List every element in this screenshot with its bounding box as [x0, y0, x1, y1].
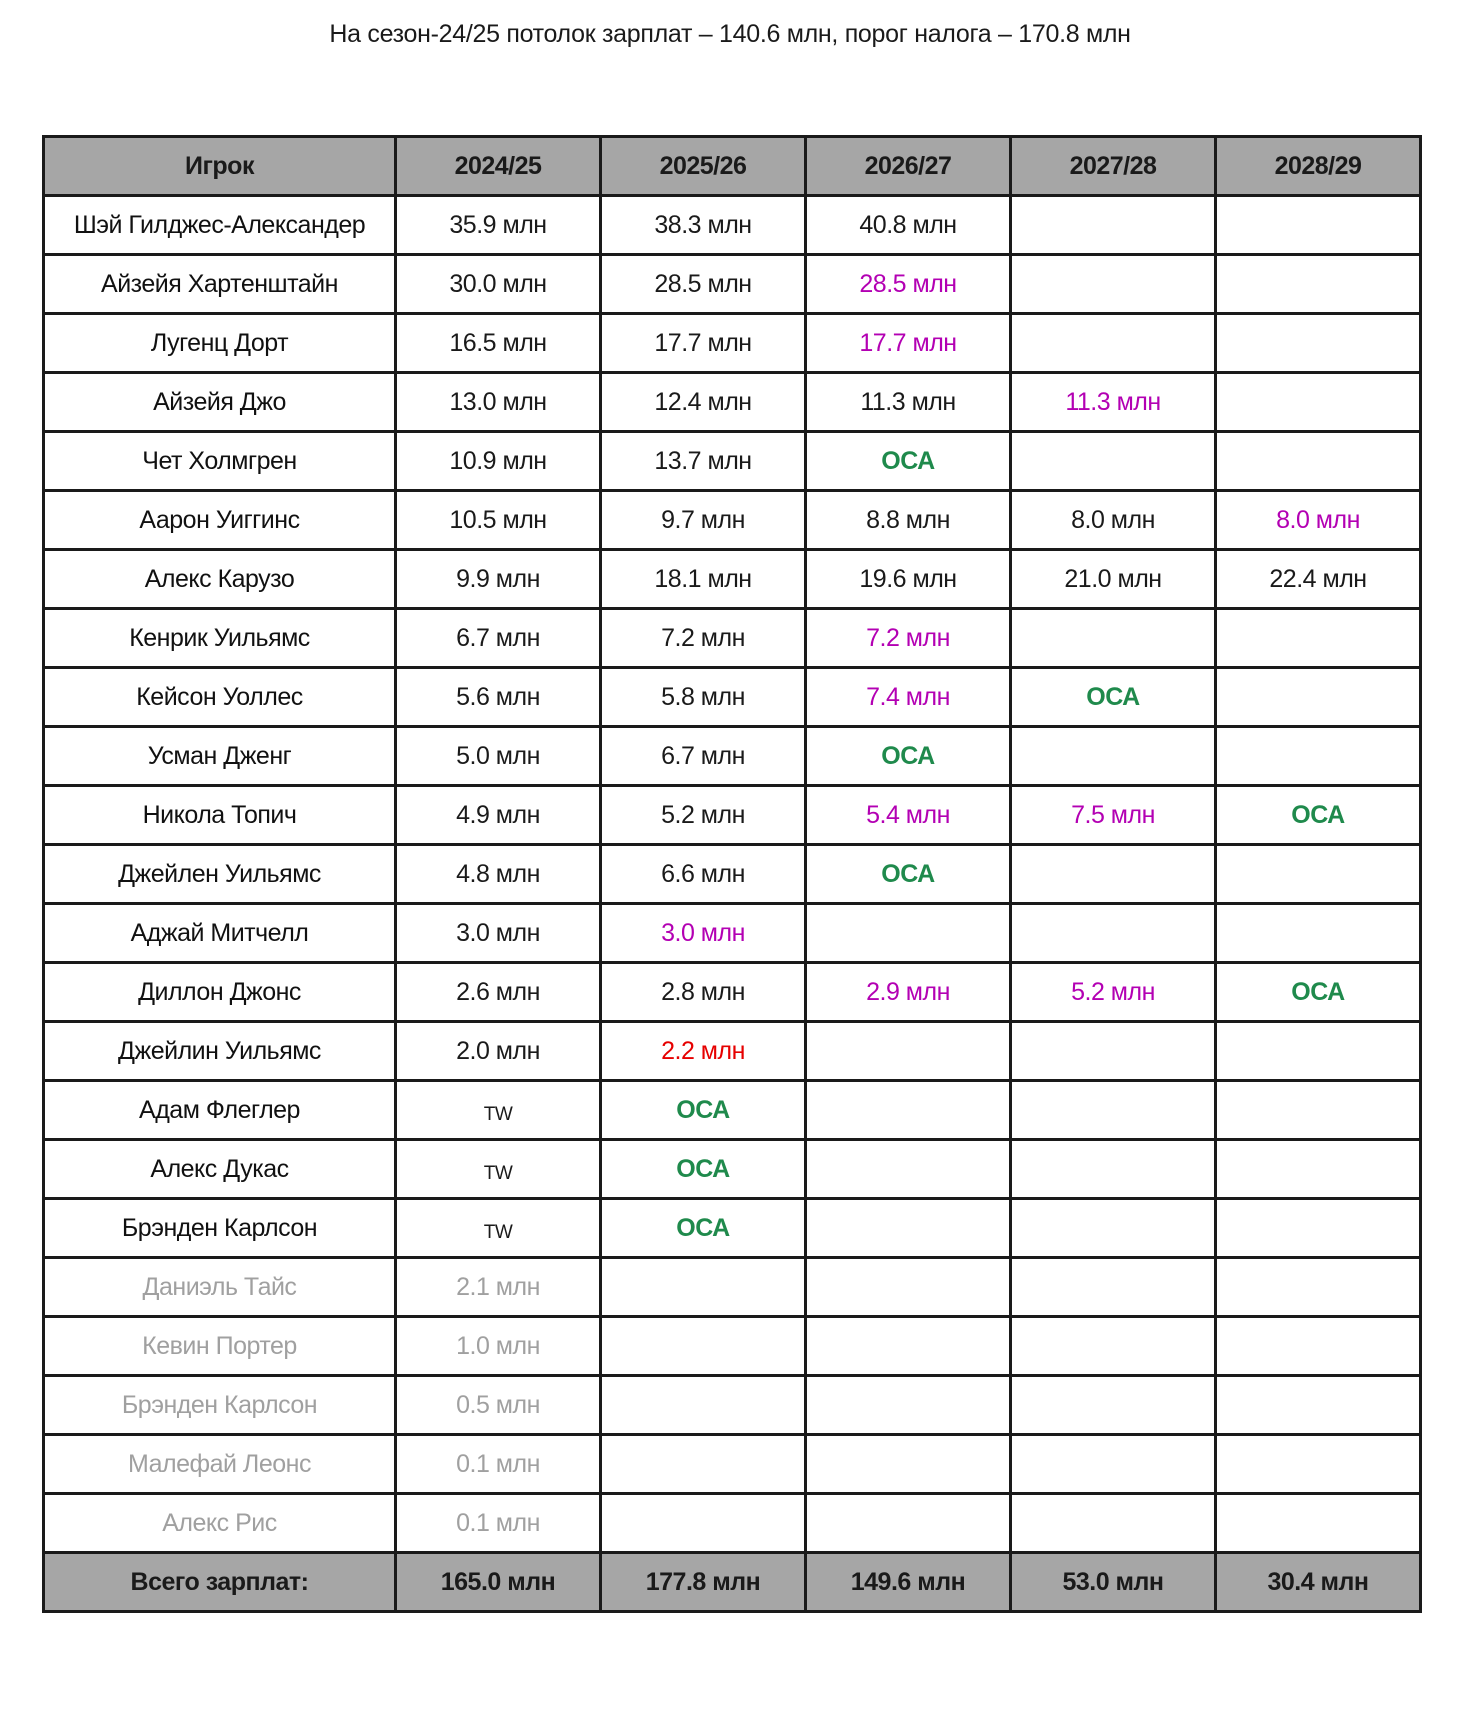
salary-cell-2027-28	[1011, 1081, 1216, 1140]
table-row	[44, 963, 1421, 1022]
salary-cell-2025-26	[601, 1081, 806, 1140]
salary-cell-2024-25	[396, 1022, 601, 1081]
salary-cell-2024-25	[396, 786, 601, 845]
salary-cell-2027-28	[1011, 963, 1216, 1022]
salary-cell-2028-29	[1216, 1376, 1421, 1435]
total-2025-26: 177.8 млн	[601, 1553, 806, 1612]
salary-value: 40.8 млн	[859, 210, 957, 239]
table-row	[44, 1199, 1421, 1258]
salary-cell-2024-25	[396, 904, 601, 963]
salary-value: 9.9 млн	[456, 564, 540, 593]
salary-cell-2026-27	[806, 196, 1011, 255]
salary-value: 2.8 млн	[661, 977, 745, 1006]
salary-cell-2027-28	[1011, 491, 1216, 550]
salary-value: ОСА	[881, 859, 935, 888]
salary-cell-2025-26	[601, 845, 806, 904]
salary-cell-2024-25	[396, 255, 601, 314]
salary-cell-2027-28	[1011, 1140, 1216, 1199]
page-caption: На сезон-24/25 потолок зарплат – 140.6 млн, порог налога – 170.8 млн	[329, 20, 1131, 48]
salary-cell-2024-25	[396, 432, 601, 491]
salary-value: 13.7 млн	[654, 446, 752, 475]
player-name: Джейлин Уильямс	[44, 1022, 396, 1081]
salary-value: 6.6 млн	[661, 859, 745, 888]
salary-cell-2024-25	[396, 963, 601, 1022]
salary-cell-2026-27	[806, 1081, 1011, 1140]
salary-cell-2025-26	[601, 609, 806, 668]
salary-cell-2025-26	[601, 1022, 806, 1081]
header-player: Игрок	[44, 137, 396, 196]
salary-cell-2028-29	[1216, 373, 1421, 432]
salary-cell-2024-25	[396, 373, 601, 432]
salary-cell-2025-26	[601, 491, 806, 550]
salary-value: 18.1 млн	[654, 564, 752, 593]
salary-cell-2026-27	[806, 1435, 1011, 1494]
salary-cell-2027-28	[1011, 1494, 1216, 1553]
salary-value: 0.5 млн	[456, 1390, 540, 1419]
salary-cell-2024-25	[396, 1376, 601, 1435]
salary-cell-2027-28	[1011, 550, 1216, 609]
salary-cell-2028-29	[1216, 1199, 1421, 1258]
salary-value: 7.2 млн	[661, 623, 745, 652]
player-name: Брэнден Карлсон	[44, 1376, 396, 1435]
salary-value: 4.9 млн	[456, 800, 540, 829]
table-row	[44, 1081, 1421, 1140]
salary-cell-2028-29	[1216, 432, 1421, 491]
salary-cell-2025-26	[601, 1494, 806, 1553]
table-row-dead-money	[44, 1258, 1421, 1317]
player-name: Адам Флеглер	[44, 1081, 396, 1140]
table-row	[44, 1140, 1421, 1199]
salary-cell-2027-28	[1011, 1258, 1216, 1317]
salary-cell-2028-29	[1216, 255, 1421, 314]
table-row	[44, 904, 1421, 963]
salary-value: 35.9 млн	[449, 210, 547, 239]
salary-cell-2028-29	[1216, 1258, 1421, 1317]
salary-cell-2028-29	[1216, 963, 1421, 1022]
total-2028-29: 30.4 млн	[1216, 1553, 1421, 1612]
salary-cell-2028-29	[1216, 1022, 1421, 1081]
salary-value: 10.5 млн	[449, 505, 547, 534]
table-row-dead-money	[44, 1494, 1421, 1553]
player-name: Алекс Дукас	[44, 1140, 396, 1199]
salary-cell-2026-27	[806, 904, 1011, 963]
salary-cell-2028-29	[1216, 1081, 1421, 1140]
salary-value: 38.3 млн	[654, 210, 752, 239]
salary-cell-2024-25	[396, 845, 601, 904]
salary-cell-2026-27	[806, 786, 1011, 845]
salary-cell-2024-25	[396, 668, 601, 727]
player-name: Айзейя Джо	[44, 373, 396, 432]
salary-cell-2028-29	[1216, 550, 1421, 609]
salary-cell-2025-26	[601, 255, 806, 314]
salary-value: 8.0 млн	[1071, 505, 1155, 534]
salary-value: 28.5 млн	[859, 269, 957, 298]
total-2024-25: 165.0 млн	[396, 1553, 601, 1612]
salary-value: 1.0 млн	[456, 1331, 540, 1360]
salary-cell-2025-26	[601, 196, 806, 255]
salary-value: 12.4 млн	[654, 387, 752, 416]
salary-cell-2024-25	[396, 727, 601, 786]
salary-cell-2026-27	[806, 609, 1011, 668]
salary-value: 0.1 млн	[456, 1449, 540, 1478]
salary-value: 2.6 млн	[456, 977, 540, 1006]
salary-value: 11.3 млн	[860, 387, 956, 416]
salary-value: ОСА	[676, 1095, 730, 1124]
salary-cell-2024-25	[396, 314, 601, 373]
salary-value: 5.6 млн	[456, 682, 540, 711]
salary-value: 22.4 млн	[1269, 564, 1367, 593]
salary-cell-2027-28	[1011, 786, 1216, 845]
player-name: Чет Холмгрен	[44, 432, 396, 491]
salary-cell-2027-28	[1011, 196, 1216, 255]
table-row	[44, 609, 1421, 668]
salary-cell-2028-29	[1216, 786, 1421, 845]
salary-value: 0.1 млн	[456, 1508, 540, 1537]
salary-value: 5.0 млн	[456, 741, 540, 770]
salary-cell-2025-26	[601, 1258, 806, 1317]
table-header	[44, 137, 1421, 196]
header-season-2024-25: 2024/25	[396, 137, 601, 196]
salary-value: 5.8 млн	[661, 682, 745, 711]
salary-cell-2026-27	[806, 432, 1011, 491]
salary-cell-2027-28	[1011, 1022, 1216, 1081]
salary-value: ОСА	[881, 446, 935, 475]
header-season-2027-28: 2027/28	[1011, 137, 1216, 196]
salary-cell-2025-26	[601, 1435, 806, 1494]
player-name: Алекс Карузо	[44, 550, 396, 609]
salary-value: ОСА	[1291, 977, 1345, 1006]
salary-cell-2026-27	[806, 727, 1011, 786]
salary-value: 11.3 млн	[1065, 387, 1161, 416]
total-2027-28: 53.0 млн	[1011, 1553, 1216, 1612]
salary-cell-2026-27	[806, 963, 1011, 1022]
salary-cell-2024-25	[396, 196, 601, 255]
table-footer	[44, 1553, 1421, 1612]
salary-value: 5.4 млн	[866, 800, 950, 829]
salary-cell-2025-26	[601, 1376, 806, 1435]
player-name: Малефай Леонс	[44, 1435, 396, 1494]
header-season-2025-26: 2025/26	[601, 137, 806, 196]
salary-cell-2026-27	[806, 255, 1011, 314]
table-row	[44, 727, 1421, 786]
player-name: Усман Дженг	[44, 727, 396, 786]
salary-cell-2026-27	[806, 491, 1011, 550]
table-row	[44, 373, 1421, 432]
table-row	[44, 786, 1421, 845]
table-row	[44, 432, 1421, 491]
table-row	[44, 1022, 1421, 1081]
salary-cell-2024-25	[396, 1140, 601, 1199]
player-name: Лугенц Дорт	[44, 314, 396, 373]
salary-value: 4.8 млн	[456, 859, 540, 888]
salary-cell-2025-26	[601, 314, 806, 373]
salary-cell-2028-29	[1216, 314, 1421, 373]
salary-cell-2028-29	[1216, 1140, 1421, 1199]
salary-cell-2027-28	[1011, 373, 1216, 432]
salary-cell-2028-29	[1216, 845, 1421, 904]
salary-cell-2024-25	[396, 550, 601, 609]
salary-cell-2026-27	[806, 845, 1011, 904]
salary-cell-2026-27	[806, 1494, 1011, 1553]
player-name: Даниэль Тайс	[44, 1258, 396, 1317]
salary-cell-2028-29	[1216, 196, 1421, 255]
player-name: Айзейя Хартенштайн	[44, 255, 396, 314]
salary-cell-2027-28	[1011, 845, 1216, 904]
player-name: Кенрик Уильямс	[44, 609, 396, 668]
table-row	[44, 314, 1421, 373]
table-row	[44, 491, 1421, 550]
salary-cell-2027-28	[1011, 432, 1216, 491]
salary-value: TW	[483, 1103, 513, 1125]
salary-cell-2024-25	[396, 609, 601, 668]
salary-value: 21.0 млн	[1064, 564, 1162, 593]
total-2026-27: 149.6 млн	[806, 1553, 1011, 1612]
salary-cell-2027-28	[1011, 727, 1216, 786]
player-name: Кевин Портер	[44, 1317, 396, 1376]
table-body	[44, 196, 1421, 1553]
salary-cell-2026-27	[806, 668, 1011, 727]
salary-cell-2026-27	[806, 1376, 1011, 1435]
salary-cell-2027-28	[1011, 904, 1216, 963]
salary-cell-2025-26	[601, 963, 806, 1022]
salary-value: 9.7 млн	[661, 505, 745, 534]
salary-cell-2028-29	[1216, 491, 1421, 550]
salary-value: 5.2 млн	[661, 800, 745, 829]
salary-value: 2.2 млн	[661, 1036, 745, 1065]
salary-value: ОСА	[676, 1154, 730, 1183]
salary-cell-2025-26	[601, 373, 806, 432]
salary-cell-2028-29	[1216, 668, 1421, 727]
salary-value: 30.0 млн	[449, 269, 547, 298]
salary-cell-2025-26	[601, 432, 806, 491]
salary-cell-2028-29	[1216, 609, 1421, 668]
salary-value: 16.5 млн	[449, 328, 547, 357]
salary-cell-2026-27	[806, 1022, 1011, 1081]
player-name: Кейсон Уоллес	[44, 668, 396, 727]
salary-cell-2024-25	[396, 1081, 601, 1140]
player-name: Джейлен Уильямс	[44, 845, 396, 904]
table-row-dead-money	[44, 1317, 1421, 1376]
header-season-2028-29: 2028/29	[1216, 137, 1421, 196]
table-row-dead-money	[44, 1435, 1421, 1494]
salary-value: 17.7 млн	[859, 328, 957, 357]
totals-label: Всего зарплат:	[44, 1553, 396, 1612]
salary-value: 2.1 млн	[456, 1272, 540, 1301]
salary-cell-2024-25	[396, 1258, 601, 1317]
salary-cell-2025-26	[601, 1140, 806, 1199]
salary-cell-2025-26	[601, 786, 806, 845]
salary-value: TW	[483, 1162, 513, 1184]
player-name: Аарон Уиггинс	[44, 491, 396, 550]
salary-value: 28.5 млн	[654, 269, 752, 298]
salary-value: 8.8 млн	[866, 505, 950, 534]
salary-value: ОСА	[881, 741, 935, 770]
player-name: Аджай Митчелл	[44, 904, 396, 963]
salary-cell-2027-28	[1011, 255, 1216, 314]
salary-value: 19.6 млн	[859, 564, 957, 593]
salary-cell-2028-29	[1216, 1494, 1421, 1553]
player-name: Диллон Джонс	[44, 963, 396, 1022]
header-row	[44, 137, 1421, 196]
salary-cell-2024-25	[396, 1494, 601, 1553]
salary-value: 6.7 млн	[661, 741, 745, 770]
salary-cell-2025-26	[601, 1199, 806, 1258]
salary-cell-2027-28	[1011, 314, 1216, 373]
salary-cell-2028-29	[1216, 1435, 1421, 1494]
salary-cell-2024-25	[396, 1199, 601, 1258]
table-row	[44, 550, 1421, 609]
salary-value: 2.0 млн	[456, 1036, 540, 1065]
salary-cell-2025-26	[601, 668, 806, 727]
table-row-dead-money	[44, 1376, 1421, 1435]
salary-value: 13.0 млн	[449, 387, 547, 416]
salary-value: 2.9 млн	[866, 977, 950, 1006]
salary-cell-2027-28	[1011, 668, 1216, 727]
table-row	[44, 668, 1421, 727]
salary-cell-2025-26	[601, 1317, 806, 1376]
salary-cell-2024-25	[396, 1435, 601, 1494]
salary-value: 6.7 млн	[456, 623, 540, 652]
salary-cell-2027-28	[1011, 1199, 1216, 1258]
player-name: Брэнден Карлсон	[44, 1199, 396, 1258]
header-season-2026-27: 2026/27	[806, 137, 1011, 196]
salary-cell-2026-27	[806, 314, 1011, 373]
salary-value: 7.4 млн	[866, 682, 950, 711]
salary-cell-2028-29	[1216, 904, 1421, 963]
table-row	[44, 845, 1421, 904]
salary-cell-2025-26	[601, 727, 806, 786]
salary-cell-2027-28	[1011, 609, 1216, 668]
salary-value: ОСА	[676, 1213, 730, 1242]
salary-value: TW	[483, 1221, 513, 1243]
salary-cell-2024-25	[396, 1317, 601, 1376]
salary-cell-2027-28	[1011, 1317, 1216, 1376]
salary-table	[42, 135, 1422, 1613]
table-row	[44, 196, 1421, 255]
salary-value: 17.7 млн	[654, 328, 752, 357]
salary-value: 10.9 млн	[449, 446, 547, 475]
salary-cell-2026-27	[806, 373, 1011, 432]
salary-cell-2025-26	[601, 904, 806, 963]
salary-value: 3.0 млн	[456, 918, 540, 947]
salary-cell-2026-27	[806, 550, 1011, 609]
player-name: Шэй Гилджес-Александер	[44, 196, 396, 255]
salary-cell-2026-27	[806, 1317, 1011, 1376]
salary-value: 3.0 млн	[661, 918, 745, 947]
salary-cell-2027-28	[1011, 1435, 1216, 1494]
salary-cell-2026-27	[806, 1258, 1011, 1317]
salary-value: 5.2 млн	[1071, 977, 1155, 1006]
totals-row	[44, 1553, 1421, 1612]
salary-cell-2025-26	[601, 550, 806, 609]
salary-cell-2027-28	[1011, 1376, 1216, 1435]
salary-value: ОСА	[1291, 800, 1345, 829]
salary-value: 8.0 млн	[1276, 505, 1360, 534]
player-name: Алекс Рис	[44, 1494, 396, 1553]
salary-value: 7.2 млн	[866, 623, 950, 652]
player-name: Никола Топич	[44, 786, 396, 845]
salary-value: ОСА	[1086, 682, 1140, 711]
salary-cell-2026-27	[806, 1199, 1011, 1258]
salary-cell-2026-27	[806, 1140, 1011, 1199]
salary-cell-2028-29	[1216, 1317, 1421, 1376]
salary-value: 7.5 млн	[1071, 800, 1155, 829]
table-row	[44, 255, 1421, 314]
salary-cell-2028-29	[1216, 727, 1421, 786]
salary-cell-2024-25	[396, 491, 601, 550]
